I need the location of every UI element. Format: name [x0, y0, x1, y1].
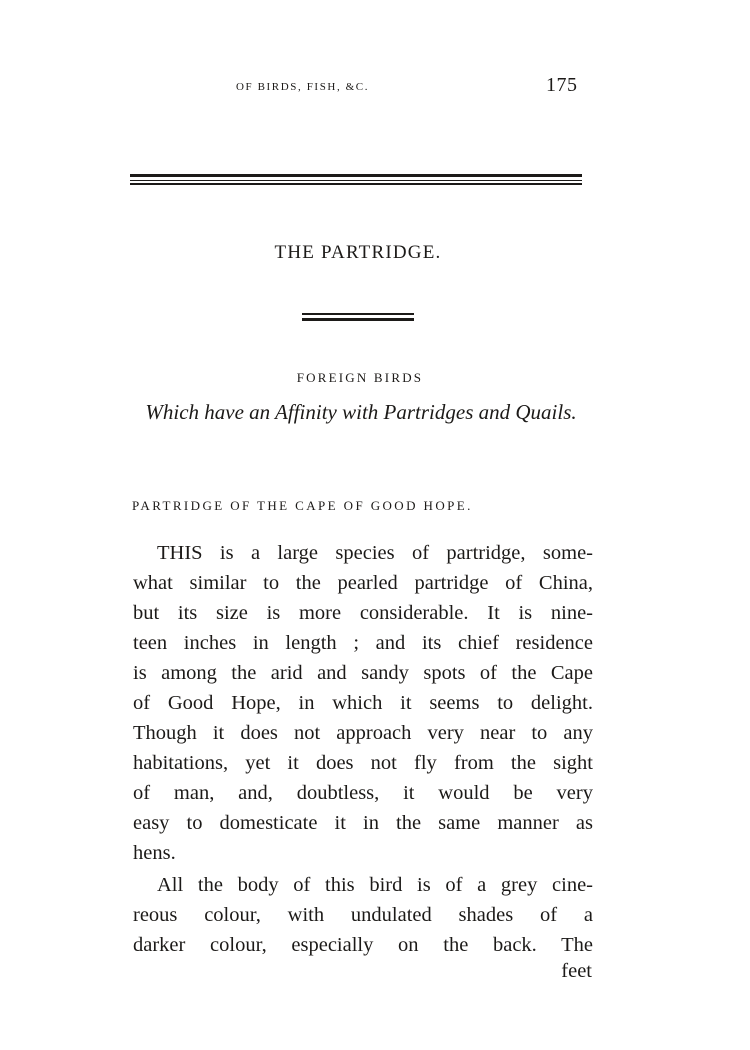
text-line: but its size is more considerable. It is nine-	[133, 602, 593, 624]
header-rule-thin	[130, 180, 582, 181]
paragraph-2	[133, 870, 593, 960]
page-number: 175	[546, 74, 578, 96]
section-subheading: Which have an Affinity with Partridges and Quails.	[145, 400, 577, 424]
text-line: what similar to the pearled partridge of China,	[133, 572, 593, 594]
entry-heading: PARTRIDGE OF THE CAPE OF GOOD HOPE.	[132, 498, 473, 513]
text-line: of man, and, doubtless, it would be very	[133, 782, 593, 804]
text-line: hens.	[133, 842, 176, 864]
text-line: of Good Hope, in which it seems to delight.	[133, 692, 593, 714]
text-line: reous colour, with undulated shades of a	[133, 904, 593, 926]
ornament-rule-bottom	[302, 318, 414, 321]
running-head: of birds, fish, &c.	[236, 78, 370, 94]
text-line: easy to domesticate it in the same manner as	[133, 812, 593, 834]
text-line: teen inches in length ; and its chief residence	[133, 632, 593, 654]
ornament-rule-top	[302, 313, 414, 315]
chapter-title: THE PARTRIDGE.	[274, 242, 442, 263]
text-line: habitations, yet it does not fly from the sight	[133, 752, 593, 774]
text-line: darker colour, especially on the back. The	[133, 934, 593, 956]
paragraph-1	[133, 538, 593, 868]
text-line: THIS is a large species of partridge, some-	[157, 542, 593, 564]
text-line: All the body of this bird is of a grey cine-	[157, 874, 593, 896]
catchword: feet	[561, 960, 592, 982]
text-line: is among the arid and sandy spots of the Cape	[133, 662, 593, 684]
section-heading: FOREIGN BIRDS	[296, 370, 424, 385]
header-rule-bottom	[130, 183, 582, 185]
text-line: Though it does not approach very near to any	[133, 722, 593, 744]
header-rule-thick	[130, 174, 582, 177]
